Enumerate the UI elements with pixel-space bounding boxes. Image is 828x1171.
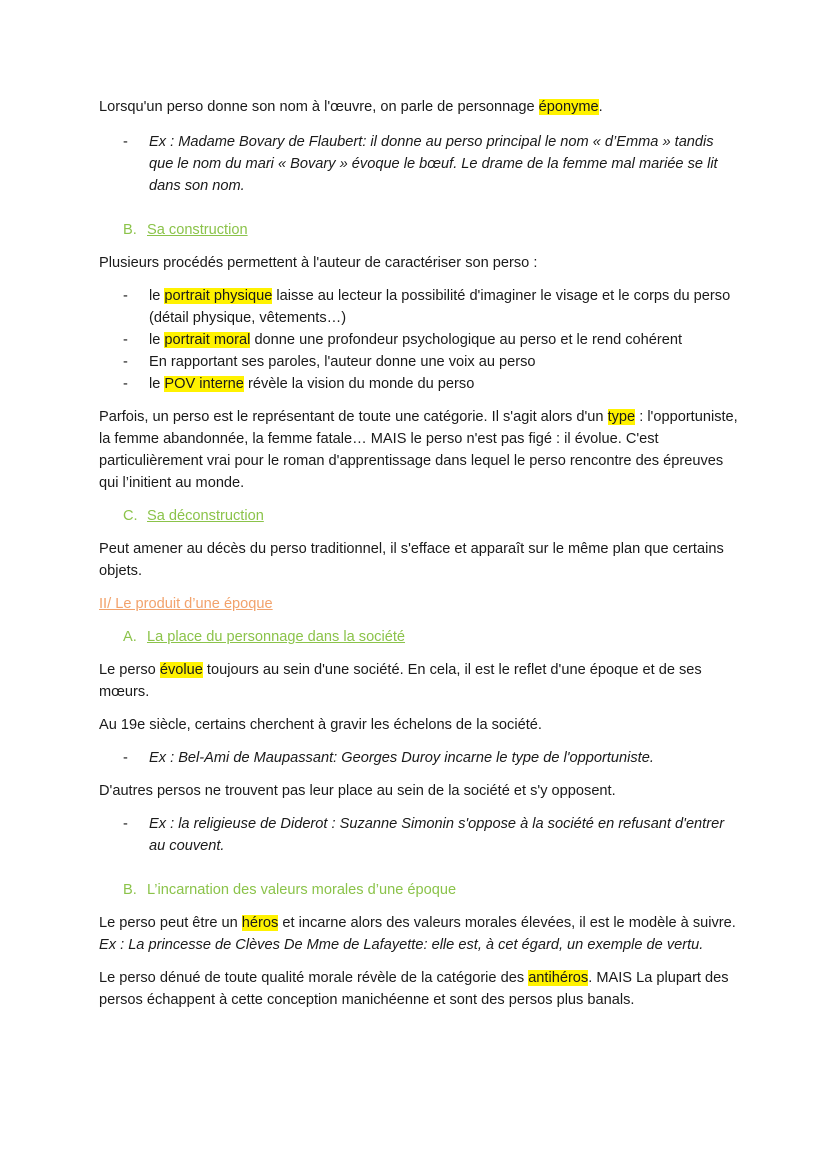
list-item: - En rapportant ses paroles, l'auteur donne une voix au perso — [123, 354, 536, 370]
list-item: - le portrait physique laisse au lecteur la possibilité d'imaginer le visage et le corps du perso (détail physique, vêtements…) — [123, 288, 731, 326]
list-item: - Ex : Madame Bovary de Flaubert: il donne au perso principal le nom « d’Emma » tandis que le nom du mari « Bovary » évoque le bœuf. Le drame de la femme mal mariée se lit dans son nom. — [123, 134, 718, 194]
siecle-paragraph: Au 19e siècle, certains cherchent à gravir les échelons de la société. — [99, 717, 542, 733]
example-belami: Ex : Bel-Ami de Maupassant: Georges Duroy incarne le type de l'opportuniste. — [149, 750, 654, 766]
highlight-eponyme: éponyme — [538, 99, 599, 115]
intro-example-list — [99, 131, 739, 197]
part2-section-b-heading: B. L’incarnation des valeurs morales d’une époque — [123, 882, 457, 898]
part2-section-a-heading: A. La place du personnage dans la société — [123, 629, 406, 645]
highlight-portrait-moral: portrait moral — [164, 332, 251, 348]
section-b-heading: B. Sa construction — [123, 222, 248, 238]
example-bovary: Ex : Madame Bovary de Flaubert: il donne au perso principal le nom « d’Emma » tandis que le nom du mari « Bovary » évoque le bœuf. Le drame de la femme mal mariée se lit dans son nom. — [149, 134, 718, 194]
part2-section-b-title: L’incarnation des valeurs morales d’une époque — [147, 882, 457, 898]
list-item: - le portrait moral donne une profondeur psychologique au perso et le rend cohérent — [123, 332, 683, 348]
type-paragraph: Parfois, un perso est le représentant de toute une catégorie. Il s'agit alors d'un type : l'opportuniste, la femme abandonnée, la femme fatale… MAIS le perso n'est pas figé : il évolue. C'est particulièrement vrai pour le roman d'apprentissage dans lequel le perso rencontre des épreuves qui l’initient au monde. — [99, 409, 738, 491]
part2-heading: II/ Le produit d’une époque — [99, 596, 273, 612]
section-c-heading: C. Sa déconstruction — [123, 508, 264, 524]
intro-paragraph: Lorsqu'un perso donne son nom à l'œuvre, on parle de personnage éponyme. — [99, 99, 603, 115]
highlight-heros: héros — [241, 915, 279, 931]
section-b-title: Sa construction — [147, 222, 248, 238]
procedes-list — [99, 285, 739, 395]
list-item: - le POV interne révèle la vision du monde du perso — [123, 376, 475, 392]
example-religieuse: Ex : la religieuse de Diderot : Suzanne Simonin s'oppose à la société en refusant d'entrer au couvent. — [149, 816, 725, 854]
highlight-portrait-physique: portrait physique — [164, 288, 273, 304]
section-c-paragraph: Peut amener au décès du perso traditionnel, il s'efface et apparaît sur le même plan que certains objets. — [99, 541, 724, 579]
list-item: - Ex : Bel-Ami de Maupassant: Georges Duroy incarne le type de l'opportuniste. — [123, 750, 654, 766]
highlight-antiheros: antihéros — [528, 970, 589, 986]
section-c-title: Sa déconstruction — [147, 508, 264, 524]
example-list-belami — [99, 747, 739, 769]
section-b-intro: Plusieurs procédés permettent à l'auteur de caractériser son perso : — [99, 255, 538, 271]
part2-section-a-title: La place du personnage dans la société — [147, 629, 406, 645]
heros-paragraph: Le perso peut être un héros et incarne alors des valeurs morales élevées, il est le modèle à suivre. Ex : La princesse de Clèves De Mme de Lafayette: elle est, à cet égard, un exemple de vertu. — [99, 915, 736, 953]
highlight-evolue: évolue — [159, 662, 203, 678]
opposent-paragraph: D'autres persos ne trouvent pas leur place au sein de la société et s'y opposent. — [99, 783, 616, 799]
highlight-pov-interne: POV interne — [164, 376, 244, 392]
example-list-religieuse — [99, 813, 739, 857]
antiheros-paragraph: Le perso dénué de toute qualité morale révèle de la catégorie des antihéros. MAIS La plupart des persos échappent à cette conception manichéenne et sont des persos plus banals. — [99, 970, 729, 1008]
example-princesse: Ex : La princesse de Clèves De Mme de Lafayette: elle est, à cet égard, un exemple de vertu. — [99, 937, 704, 953]
document-page — [99, 96, 739, 1011]
evolue-paragraph: Le perso évolue toujours au sein d'une société. En cela, il est le reflet d'une époque et de ses mœurs. — [99, 662, 702, 700]
list-item: - Ex : la religieuse de Diderot : Suzanne Simonin s'oppose à la société en refusant d'entrer au couvent. — [123, 816, 725, 854]
highlight-type: type — [607, 409, 636, 425]
